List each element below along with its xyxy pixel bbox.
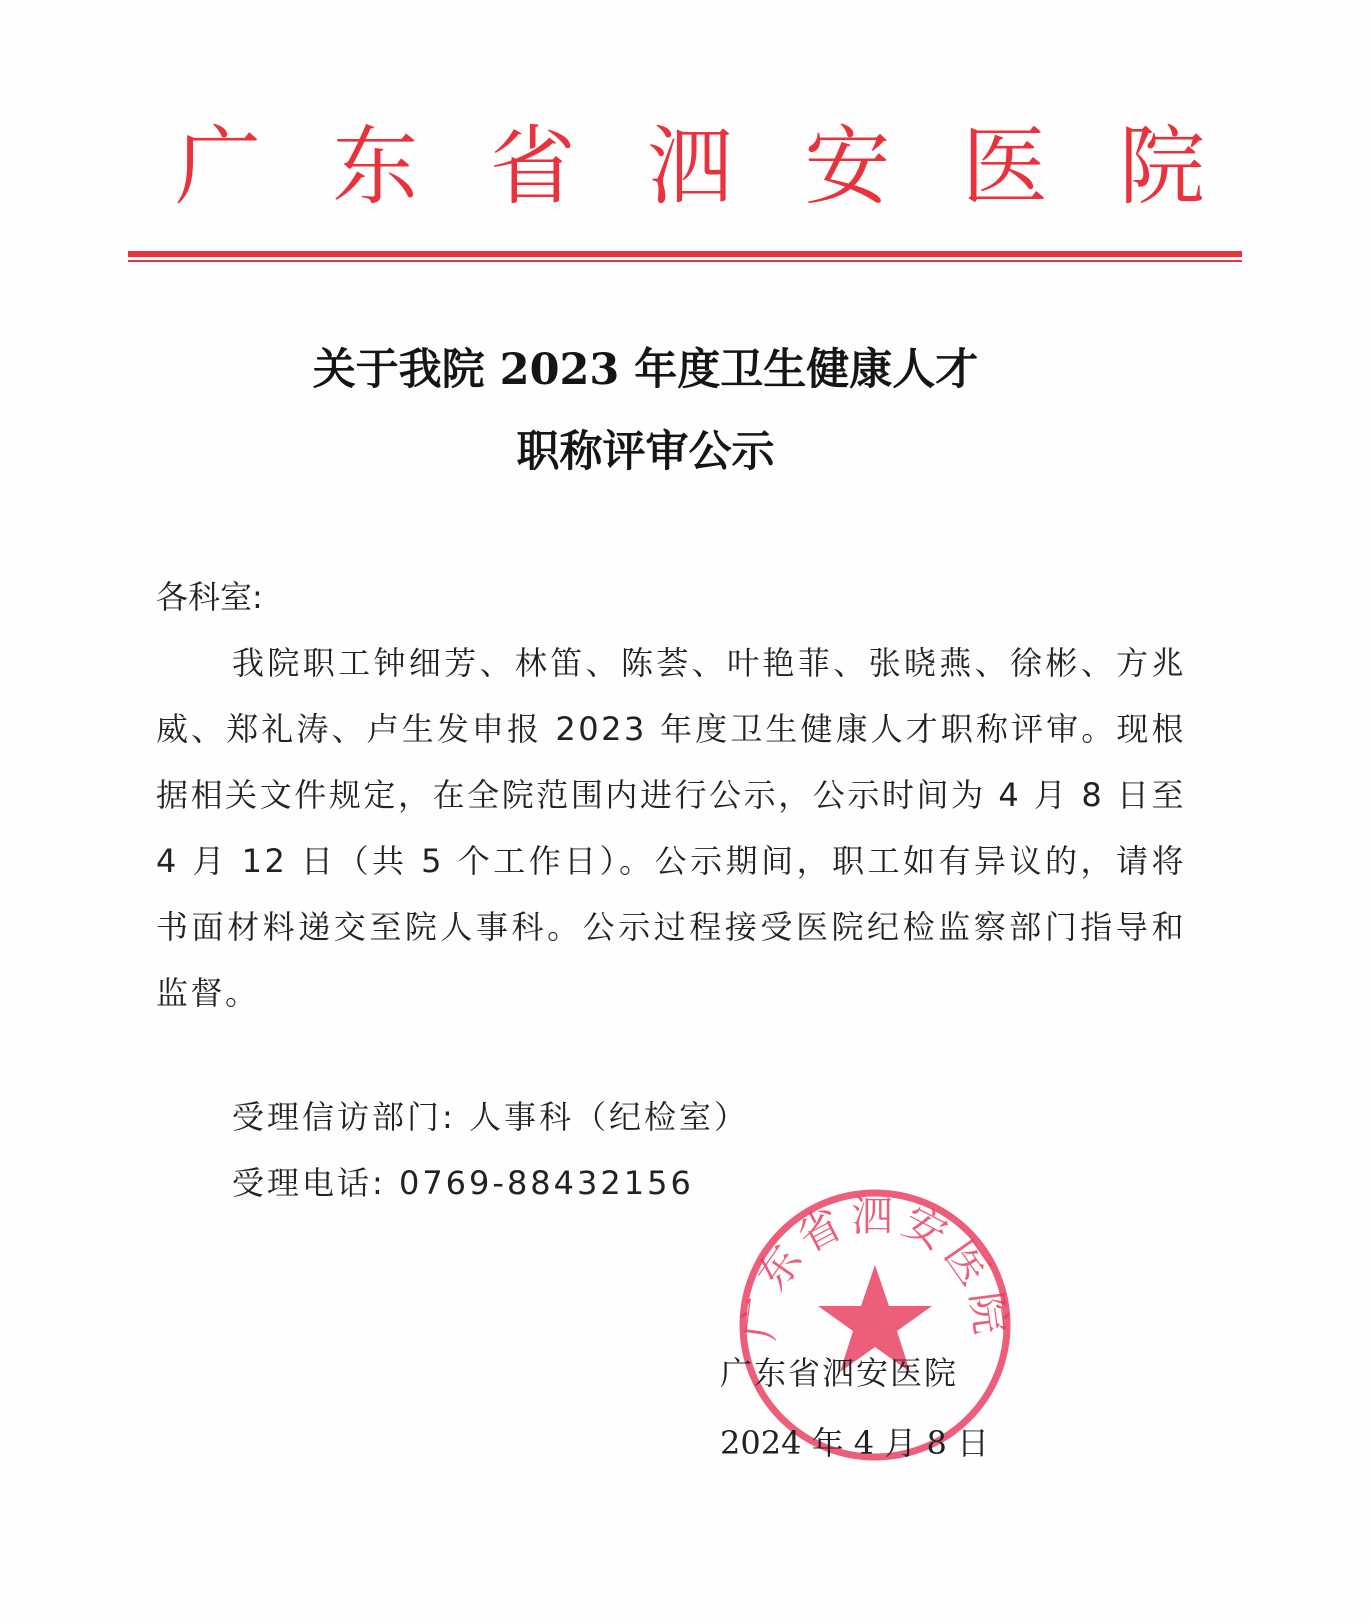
salutation: 各科室: [156,578,263,616]
document-title-line2: 职称评审公示 [516,427,775,477]
letterhead-divider-thin [128,260,1242,262]
letterhead-char: 院 [1118,117,1205,217]
letterhead-char: 广 [175,117,261,217]
document-title-line1: 关于我院 2023 年度卫生健康人才 [312,345,979,395]
letterhead-char: 安 [804,117,891,217]
signature-organization: 广东省泗安医院 [720,1354,959,1392]
seal-text: 广东省泗安医院 [734,1191,1016,1343]
letterhead [175,112,1205,222]
letterhead-char: 医 [961,117,1048,217]
letterhead-char: 泗 [646,117,733,217]
signature-date: 2024 年 4 月 8 日 [720,1424,990,1462]
body-paragraph: 我院职工钟细芳、林笛、陈荟、叶艳菲、张晓燕、徐彬、方兆威、郑礼涛、卢生发申报 2023 年度卫生健康人才职称评审。现根据相关文件规定，在全院范围内进行公示，公示时间为 4 月 8 日至 4 月 12 日（共 5 个工作日）。公示期间，职工如有异议的，请将书面材料递交至院人事科。公示过程接受医院纪检监察部门指导和监督。 [156,644,1186,1012]
letterhead-char: 省 [489,117,576,217]
contact-department: 受理信访部门: 人事科（纪检室） [232,1098,749,1136]
letterhead-char: 东 [332,117,419,217]
letterhead-divider-thick [128,251,1242,257]
contact-phone: 受理电话: 0769-88432156 [232,1164,694,1202]
